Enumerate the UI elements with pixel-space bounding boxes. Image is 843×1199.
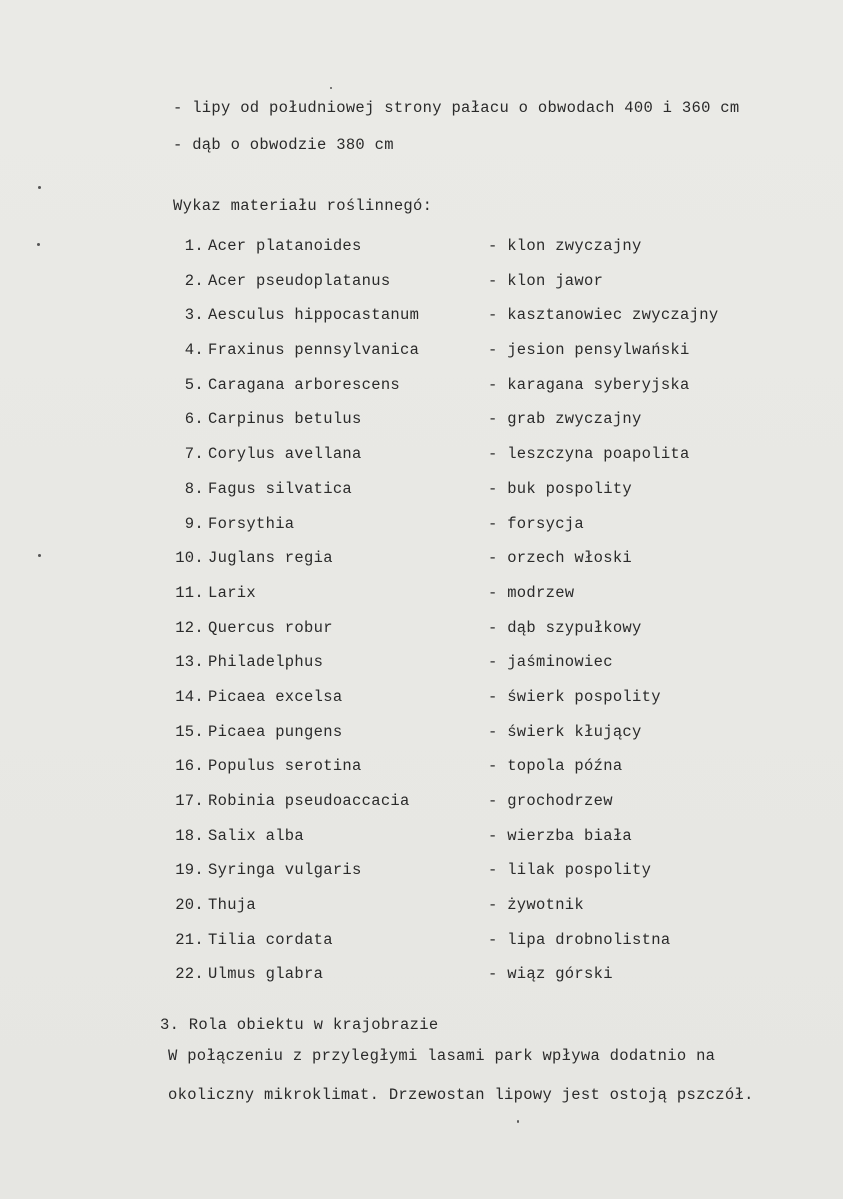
plant-list-heading: Wykaz materiału roślinnegó: <box>173 197 433 215</box>
item-number: 20. <box>175 896 204 915</box>
list-item <box>0 964 843 999</box>
item-number: 9. <box>184 514 204 533</box>
item-number: 3. <box>184 306 204 325</box>
polish-name: - kasztanowiec zwyczajny <box>488 306 719 325</box>
polish-name: - leszczyna poapolita <box>488 445 690 464</box>
list-item <box>0 409 843 444</box>
latin-name: Larix <box>208 583 257 602</box>
latin-name: Caragana arborescens <box>208 375 401 394</box>
polish-name: - lilak pospolity <box>488 861 652 880</box>
margin-mark <box>517 1120 519 1123</box>
latin-name: Aesculus hippocastanum <box>208 306 420 325</box>
item-number: 6. <box>184 410 204 429</box>
latin-name: Acer platanoides <box>208 237 362 255</box>
item-number: 21. <box>175 930 204 949</box>
list-item <box>0 340 843 375</box>
list-item <box>0 618 843 653</box>
item-number: 12. <box>175 618 204 637</box>
item-number: 5. <box>184 375 204 394</box>
item-number: 13. <box>175 653 204 672</box>
latin-name: Picaea excelsa <box>208 687 343 706</box>
polish-name: - modrzew <box>488 583 575 602</box>
polish-name: - lipa drobnolistna <box>488 930 671 949</box>
polish-name: - grochodrzew <box>488 792 613 810</box>
item-number: 18. <box>175 826 204 845</box>
list-item <box>0 756 843 791</box>
list-item <box>0 444 843 479</box>
margin-mark <box>330 87 332 89</box>
latin-name: Tilia cordata <box>208 930 333 949</box>
polish-name: - wiąz górski <box>488 965 613 984</box>
paragraph-line-2: okoliczny mikroklimat. Drzewostan lipowy jest ostoją pszczół. <box>168 1086 754 1104</box>
polish-name: - buk pospolity <box>488 479 633 498</box>
list-item <box>0 236 843 271</box>
list-item <box>0 305 843 340</box>
item-number: 19. <box>175 861 204 880</box>
polish-name: - klon jawor <box>488 271 604 290</box>
polish-name: - dąb szypułkowy <box>488 618 642 637</box>
section-heading: 3. Rola obiektu w krajobrazie <box>160 1016 439 1034</box>
list-item <box>0 930 843 965</box>
item-number: 22. <box>175 965 204 984</box>
latin-name: Quercus robur <box>208 618 333 637</box>
list-item <box>0 860 843 895</box>
latin-name: Forsythia <box>208 514 295 533</box>
polish-name: - jaśminowiec <box>488 653 613 672</box>
latin-name: Salix alba <box>208 826 305 845</box>
list-item <box>0 514 843 549</box>
latin-name: Carpinus betulus <box>208 410 362 429</box>
latin-name: Juglans regia <box>208 549 333 568</box>
list-item <box>0 895 843 930</box>
list-item <box>0 826 843 861</box>
item-number: 11. <box>175 583 204 602</box>
polish-name: - topola późna <box>488 757 623 776</box>
latin-name: Fraxinus pennsylvanica <box>208 341 420 360</box>
polish-name: - żywotnik <box>488 896 585 915</box>
polish-name: - karagana syberyjska <box>488 375 690 394</box>
list-item <box>0 548 843 583</box>
latin-name: Acer pseudoplatanus <box>208 271 391 290</box>
polish-name: - świerk pospolity <box>488 687 661 706</box>
latin-name: Philadelphus <box>208 653 324 672</box>
polish-name: - orzech włoski <box>488 549 633 568</box>
list-item <box>0 479 843 514</box>
latin-name: Corylus avellana <box>208 445 362 464</box>
latin-name: Thuja <box>208 896 257 915</box>
list-item <box>0 375 843 410</box>
latin-name: Picaea pungens <box>208 722 343 741</box>
item-number: 17. <box>175 792 204 810</box>
polish-name: - klon zwyczajny <box>488 237 642 255</box>
list-item <box>0 652 843 687</box>
list-item <box>0 722 843 757</box>
list-item <box>0 271 843 306</box>
polish-name: - grab zwyczajny <box>488 410 642 429</box>
item-number: 8. <box>184 479 204 498</box>
polish-name: - forsycja <box>488 514 585 533</box>
item-number: 7. <box>184 445 204 464</box>
plant-list <box>0 236 843 999</box>
margin-mark <box>38 186 41 189</box>
paragraph-line-1: W połączeniu z przyległymi lasami park wpływa dodatnio na <box>168 1047 716 1065</box>
item-number: 4. <box>184 341 204 360</box>
latin-name: Robinia pseudoaccacia <box>208 792 410 810</box>
list-item <box>0 583 843 618</box>
list-item <box>0 687 843 722</box>
item-number: 15. <box>175 722 204 741</box>
latin-name: Syringa vulgaris <box>208 861 362 880</box>
polish-name: - świerk kłujący <box>488 722 642 741</box>
latin-name: Populus serotina <box>208 757 362 776</box>
latin-name: Fagus silvatica <box>208 479 353 498</box>
item-number: 14. <box>175 687 204 706</box>
polish-name: - wierzba biała <box>488 826 633 845</box>
latin-name: Ulmus glabra <box>208 965 324 984</box>
intro-line-2: - dąb o obwodzie 380 cm <box>173 136 394 154</box>
item-number: 16. <box>175 757 204 776</box>
intro-line-1: - lipy od południowej strony pałacu o obwodach 400 i 360 cm <box>173 99 740 117</box>
item-number: 10. <box>175 549 204 568</box>
polish-name: - jesion pensylwański <box>488 341 690 360</box>
item-number: 1. <box>184 237 204 255</box>
list-item <box>0 791 843 826</box>
item-number: 2. <box>184 271 204 290</box>
